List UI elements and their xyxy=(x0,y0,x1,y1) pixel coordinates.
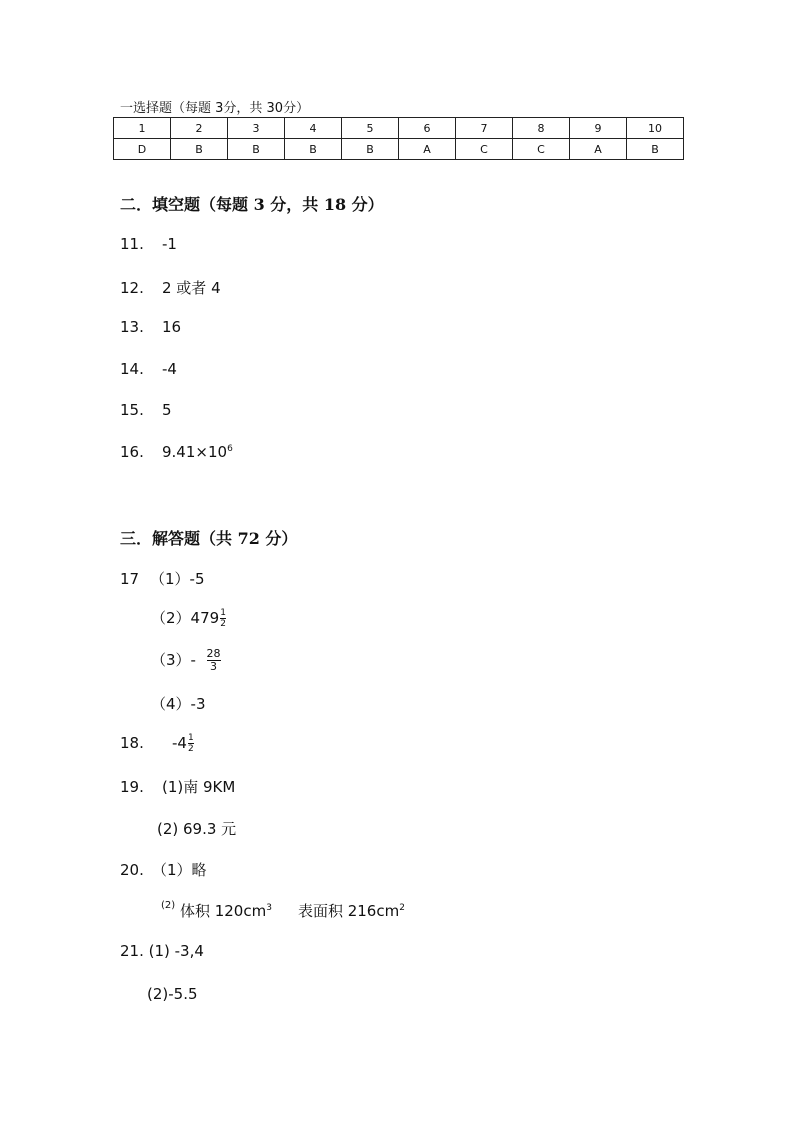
table-cell: B xyxy=(285,139,342,160)
list-item xyxy=(120,443,233,461)
exponent: 2 xyxy=(399,903,405,913)
part-answer: (1)南 9KM xyxy=(162,778,236,796)
part-answer: （1）略 xyxy=(152,861,207,879)
question-number-row xyxy=(114,118,684,139)
q17-part3 xyxy=(151,648,221,673)
mixed-whole: -4 xyxy=(172,734,187,752)
table-cell: C xyxy=(513,139,570,160)
q19-part2: (2) 69.3 元 xyxy=(157,820,237,838)
item-number: 13. xyxy=(120,318,144,336)
fraction-numerator: 1 xyxy=(220,608,226,618)
fraction-numerator: 28 xyxy=(206,647,221,660)
item-answer: 9.41×10 xyxy=(162,443,228,461)
part-label: (2) xyxy=(161,900,176,911)
item-number: 12. xyxy=(120,279,144,297)
part-answer: -3 xyxy=(190,695,206,713)
table-cell: 6 xyxy=(399,118,456,139)
fraction xyxy=(220,608,226,629)
table-cell: A xyxy=(570,139,627,160)
q17-part1 xyxy=(120,568,205,589)
table-cell: B xyxy=(627,139,684,160)
q17-part4 xyxy=(151,693,206,714)
list-item xyxy=(120,360,177,378)
table-cell: 3 xyxy=(228,118,285,139)
table-cell: 5 xyxy=(342,118,399,139)
fraction xyxy=(207,648,221,673)
item-number: 11. xyxy=(120,235,144,253)
table-cell: 4 xyxy=(285,118,342,139)
table-cell: C xyxy=(456,139,513,160)
item-number: 17 xyxy=(120,570,140,588)
item-number: 18. xyxy=(120,734,144,752)
mixed-whole: 479 xyxy=(190,609,220,627)
q18 xyxy=(120,733,194,754)
table-cell: A xyxy=(399,139,456,160)
fraction-denominator: 2 xyxy=(220,619,226,629)
table-cell: 9 xyxy=(570,118,627,139)
item-answer: -1 xyxy=(162,235,177,253)
q20-part2 xyxy=(161,900,405,921)
part-label: （4） xyxy=(151,695,191,713)
fraction-denominator: 3 xyxy=(210,660,218,673)
item-number: 14. xyxy=(120,360,144,378)
item-answer: 5 xyxy=(162,401,172,419)
answer-table xyxy=(113,117,684,160)
fraction-numerator: 1 xyxy=(187,733,194,743)
fraction-denominator: 2 xyxy=(187,744,194,754)
list-item xyxy=(120,318,181,336)
table-cell: 7 xyxy=(456,118,513,139)
part-label: （1） xyxy=(150,570,190,588)
sign: - xyxy=(190,651,196,669)
part-label: （3） xyxy=(151,651,191,669)
table-cell: B xyxy=(228,139,285,160)
q20-part1 xyxy=(120,859,207,880)
table-cell: 1 xyxy=(114,118,171,139)
q21-part1: 21. (1) -3,4 xyxy=(120,942,204,960)
table-cell: B xyxy=(171,139,228,160)
item-answer: 16 xyxy=(162,318,182,336)
volume-answer: 体积 120cm xyxy=(179,902,267,920)
part-answer: -5 xyxy=(189,570,205,588)
q21-part2: (2)-5.5 xyxy=(147,985,198,1003)
fraction xyxy=(188,733,194,754)
section1-title: 一选择题（每题 3分，共 30分） xyxy=(120,101,310,116)
item-number: 16. xyxy=(120,443,144,461)
list-item xyxy=(120,235,177,253)
q17-part2 xyxy=(151,607,226,629)
exponent: 6 xyxy=(227,444,233,454)
list-item xyxy=(120,277,221,298)
item-number: 19. xyxy=(120,778,144,796)
item-number: 20. xyxy=(120,861,144,879)
table-cell: 8 xyxy=(513,118,570,139)
item-answer: 2 或者 4 xyxy=(162,279,221,297)
item-answer: -4 xyxy=(162,360,177,378)
part-label: （2） xyxy=(151,609,191,627)
table-cell: B xyxy=(342,139,399,160)
table-cell: 10 xyxy=(627,118,684,139)
table-cell: 2 xyxy=(171,118,228,139)
area-answer: 表面积 216cm xyxy=(297,902,400,920)
table-cell: D xyxy=(114,139,171,160)
section2-title: 二．填空题（每题 3 分，共 18 分） xyxy=(120,195,384,214)
q19-part1 xyxy=(120,776,235,797)
answer-row xyxy=(114,139,684,160)
list-item xyxy=(120,401,172,419)
item-number: 15. xyxy=(120,401,144,419)
section3-title: 三．解答题（共 72 分） xyxy=(120,529,298,548)
exponent: 3 xyxy=(266,903,272,913)
